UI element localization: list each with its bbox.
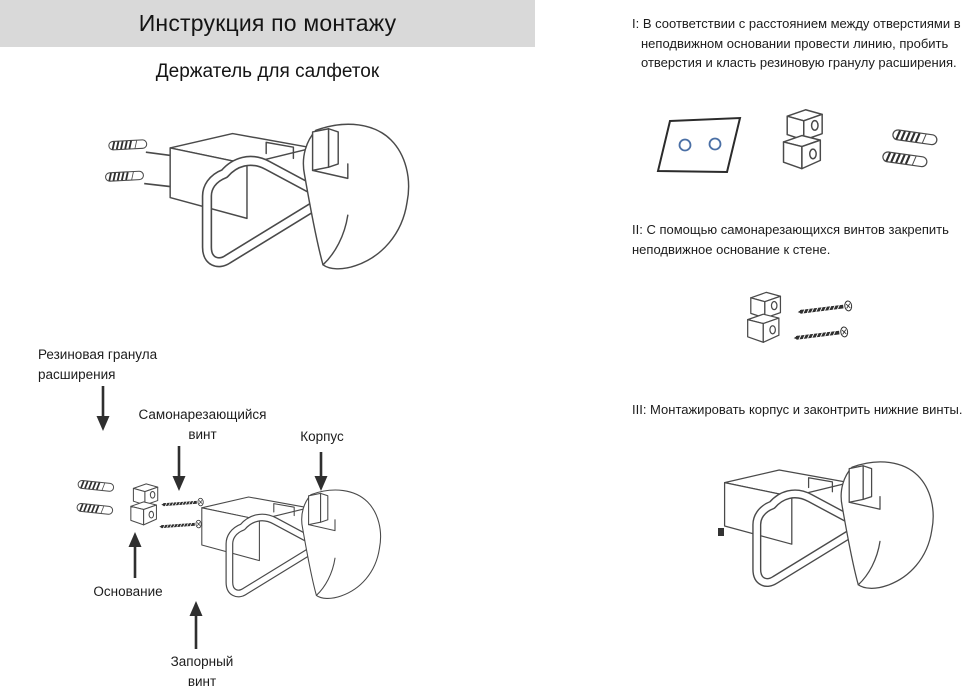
product-subtitle: Держатель для салфеток (155, 61, 380, 82)
lock-screw-icon (718, 528, 724, 536)
main-holder-figure (98, 114, 428, 296)
step-1-text: I: В соответствии с расстоянием между отверстиями в неподвижном основании провести линию, пробить отверстия и класть резиновую гранулу расширения. (632, 16, 961, 70)
tapping-screw-icon (159, 520, 201, 531)
wall-plate-icon (658, 118, 740, 172)
tapping-screw-icon (161, 498, 203, 509)
arrow-up-icon (185, 600, 207, 650)
holder-body-icon (170, 124, 408, 269)
step-2-figure (735, 272, 905, 357)
page-title: Инструкция по монтажу (138, 10, 397, 36)
expansion-dowel-icon (77, 503, 113, 515)
expansion-dowel-icon (882, 151, 927, 167)
label-body: Корпус (300, 429, 344, 444)
holder-body-icon (202, 490, 381, 598)
header-bar (0, 0, 535, 47)
expansion-dowel-icon (78, 480, 114, 492)
label-tapping-screw: Самонарезающийся винт (138, 407, 267, 442)
step-3-figure (698, 448, 948, 613)
tapping-screw-icon (797, 301, 852, 317)
step-2-text: II: С помощью самонарезающихся винтов закрепить неподвижное основание к стене. (632, 222, 949, 257)
tapping-screw-icon (793, 327, 848, 343)
expansion-dowel-icon (105, 140, 147, 182)
holder-body-icon (725, 462, 934, 588)
base-block-icon (784, 110, 823, 169)
base-block-icon (131, 484, 158, 525)
exploded-view-figure (75, 473, 385, 633)
step-1-figure (650, 103, 950, 203)
label-base: Основание (93, 584, 163, 599)
expansion-dowel-icon (892, 129, 937, 145)
arrow-down-icon (92, 386, 114, 432)
label-rubber-granule: Резиновая гранула расширения (38, 347, 158, 382)
arrow-up-icon (124, 531, 146, 579)
label-lock-screw: Запорный винт (170, 654, 234, 689)
base-block-icon (748, 292, 781, 342)
step-3-text: III: Монтажировать корпус и законтрить нижние винты. (632, 402, 963, 417)
